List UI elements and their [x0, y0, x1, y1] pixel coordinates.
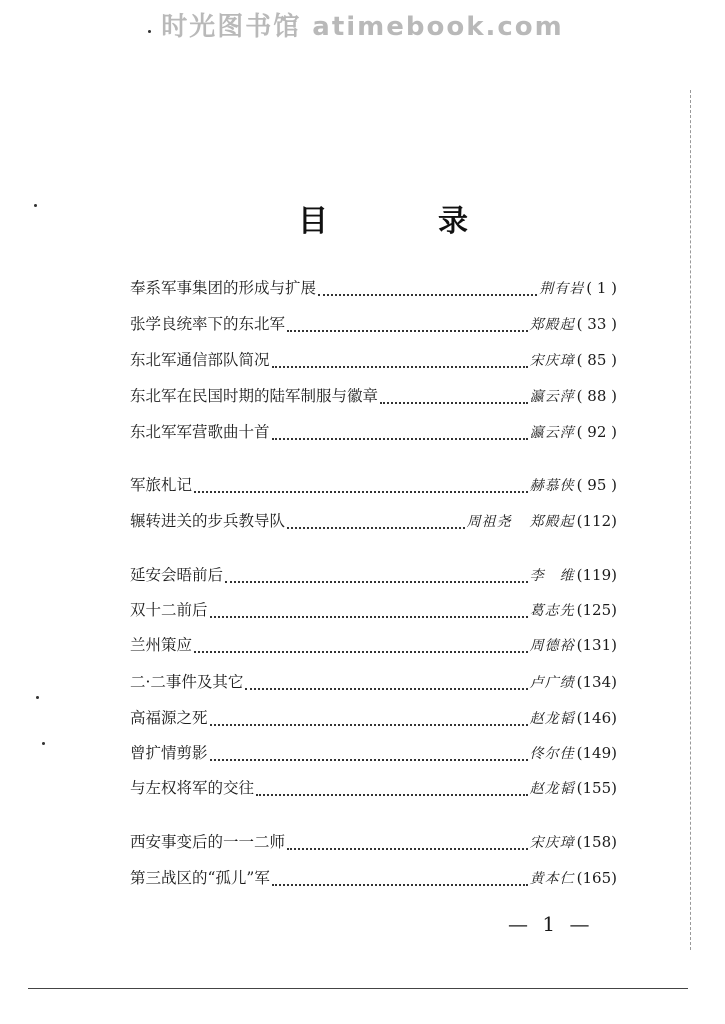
entry-author: 黄本仁	[529, 871, 575, 887]
dot-leader	[256, 785, 528, 796]
toc-entry	[130, 473, 617, 497]
toc-entry	[130, 670, 617, 694]
entry-author: 葛志先	[529, 603, 575, 619]
toc-entry	[130, 741, 617, 765]
entry-page: ( 92 )	[576, 423, 617, 441]
entry-page: (134)	[576, 673, 617, 691]
entry-author: 周祖尧	[466, 514, 512, 530]
dot-leader	[225, 572, 528, 583]
entry-author: 赫慕侠	[529, 478, 575, 494]
entry-author: 赵龙韬	[529, 781, 575, 797]
entry-page: ( 95 )	[576, 476, 617, 494]
entry-title: 辗转进关的步兵教导队	[130, 512, 286, 530]
entry-page: (146)	[576, 709, 617, 727]
toc-entry	[130, 563, 617, 587]
dot-leader	[287, 321, 528, 332]
toc-entry	[130, 706, 617, 730]
entry-page: ( 85 )	[576, 351, 617, 369]
entry-title: 军旅札记	[130, 476, 193, 494]
entry-author: 荆有岩	[539, 281, 585, 297]
entry-page: (112)	[576, 512, 617, 530]
toc-entry	[130, 312, 617, 336]
entry-title: 延安会晤前后	[130, 566, 224, 584]
entry-author: 宋庆璋	[529, 353, 575, 369]
dot-leader	[194, 642, 528, 653]
dot-leader	[210, 715, 528, 726]
dot-leader	[380, 393, 528, 404]
entry-author: 郑殿起	[529, 317, 575, 333]
dot-leader	[272, 875, 528, 886]
entry-title: 曾扩情剪影	[130, 744, 208, 762]
entry-title: 第三战区的“孤儿”军	[130, 869, 270, 887]
title-char-1: 目	[298, 204, 328, 239]
title-char-2: 录	[438, 204, 468, 239]
page-edge-line	[690, 90, 691, 950]
entry-page: (125)	[576, 601, 617, 619]
entry-title: 双十二前后	[130, 601, 208, 619]
entry-title: 兰州策应	[130, 636, 193, 654]
scan-speck	[148, 30, 151, 33]
entry-author: 佟尔佳	[529, 746, 575, 762]
entry-page: ( 1 )	[586, 279, 617, 297]
toc-entry	[130, 420, 617, 444]
entry-page: (155)	[576, 779, 617, 797]
dot-leader	[272, 357, 528, 368]
entry-page: (131)	[576, 636, 617, 654]
entry-title: 与左权将军的交往	[130, 779, 255, 797]
entry-author: 宋庆璋	[529, 835, 575, 851]
toc-entry	[130, 776, 617, 800]
toc-entry	[130, 276, 617, 300]
toc-entry	[130, 598, 617, 622]
entry-author: 卢广绩	[529, 675, 575, 691]
toc-entry	[130, 830, 617, 854]
scan-speck	[34, 204, 37, 207]
scan-speck	[36, 696, 39, 699]
entry-title: 东北军通信部队简况	[130, 351, 270, 369]
toc-entry	[130, 509, 617, 533]
dot-leader	[194, 482, 528, 493]
dot-leader	[287, 518, 465, 529]
entry-page: ( 33 )	[576, 315, 617, 333]
entry-page: (149)	[576, 744, 617, 762]
entry-page: (158)	[576, 833, 617, 851]
page-number: — 1 —	[508, 912, 594, 936]
toc-entry	[130, 866, 617, 890]
toc-entry	[130, 384, 617, 408]
entry-author: 李 维	[529, 568, 575, 584]
bottom-rule	[28, 988, 688, 989]
entry-title: 东北军军营歌曲十首	[130, 423, 270, 441]
entry-author: 赵龙韬	[529, 711, 575, 727]
dot-leader	[272, 429, 528, 440]
dot-leader	[210, 750, 528, 761]
entry-title: 高福源之死	[130, 709, 208, 727]
dot-leader	[245, 679, 527, 690]
dot-leader	[210, 607, 528, 618]
entry-page: (119)	[576, 566, 617, 584]
entry-page: (165)	[576, 869, 617, 887]
entry-title: 东北军在民国时期的陆军制服与徽章	[130, 387, 379, 405]
scan-speck	[42, 742, 45, 745]
entry-title: 张学良统率下的东北军	[130, 315, 286, 333]
toc-entry	[130, 348, 617, 372]
entry-author: 瀛云萍	[529, 425, 575, 441]
entry-author: 周德裕	[529, 638, 575, 654]
entry-page: ( 88 )	[576, 387, 617, 405]
watermark-text: 时光图书馆 atimebook.com	[161, 12, 564, 42]
entry-title: 二·二事件及其它	[130, 673, 244, 691]
entry-author-2: 郑殿起	[529, 514, 575, 530]
dot-leader	[287, 839, 528, 850]
entry-title: 奉系军事集团的形成与扩展	[130, 279, 317, 297]
entry-author: 瀛云萍	[529, 389, 575, 405]
entry-title: 西安事变后的一一二师	[130, 833, 286, 851]
dot-leader	[318, 285, 537, 296]
toc-entry	[130, 633, 617, 657]
